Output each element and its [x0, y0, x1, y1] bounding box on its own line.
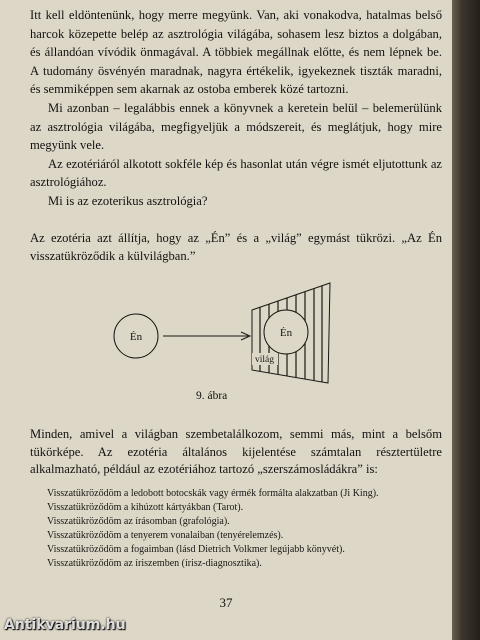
reflection-list [47, 487, 447, 571]
reflection-diagram [100, 280, 340, 405]
self-label: Én [129, 331, 143, 343]
reflected-self-label: Én [279, 327, 293, 339]
main-text [30, 6, 442, 266]
figure-caption: 9. ábra [196, 390, 228, 402]
lower-text [30, 426, 442, 479]
paragraph-1: Itt kell eldöntenünk, hogy merre megyünk. Van, aki vonakodva, hatalmas belső harcok közepette belép az asztrológia világába, sohasem lesz biztos a dolgában, és állandóan vívódik önmagával. A többiek megállnak előtte, és nem lépnek be. A tudomány ösvényén maradnak, nagyra értékelik, igyekeznek tiszták maradni, és semmiképpen sem akarnak az ostoba emberek közé tartozni. [30, 8, 442, 97]
paragraph-question: Mi is az ezoterikus asztrológia? [48, 193, 208, 208]
page-number: 37 [219, 595, 233, 610]
list-item: Visszatükröződöm a fogaimban (lásd Dietrich Volkmer legújabb könyvét). [47, 544, 345, 555]
list-item: Visszatükröződöm a kihúzott kártyákban (Tarot). [47, 502, 244, 513]
book-spine [452, 0, 480, 640]
watermark: Antikvarium.hu [4, 617, 126, 633]
paragraph-3: Az ezotériáról alkotott sokféle kép és hasonlat után végre ismét eljutottunk az asztrológiához. [30, 156, 442, 190]
list-item: Visszatükröződöm az írásomban (grafológia). [47, 516, 230, 527]
list-item: Visszatükröződöm a tenyerem vonalaiban (tenyérelemzés). [47, 530, 284, 541]
world-label: világ [255, 355, 274, 365]
paragraph-mirror: Minden, amivel a világban szembetalálkozom, semmi más, mint a belsőm tükörképe. Az ezotéria általános kijelentése számtalan résztertületre alkalmazható, például az ezotériához tartozó „szerszámosládákra” is: [30, 427, 442, 476]
paragraph-2: Mi azonban – legalábbis ennek a könyvnek a keretein belül – belemerülünk az asztrológia világába, megfigyeljük a módszereit, és meglátjuk, hogy mire megyünk vele. [30, 100, 442, 153]
paragraph-ezoteria: Az ezotéria azt állítja, hogy az „Én” és a „világ” egymást tükrözi. „Az Én visszatükröződik a külvilágban.” [30, 230, 442, 264]
list-item: Visszatükröződöm az íriszemben (írisz-diagnosztika). [47, 558, 262, 569]
list-item: Visszatükröződöm a ledobott botocskák vagy érmék formálta alakzatban (Ji King). [47, 488, 379, 499]
